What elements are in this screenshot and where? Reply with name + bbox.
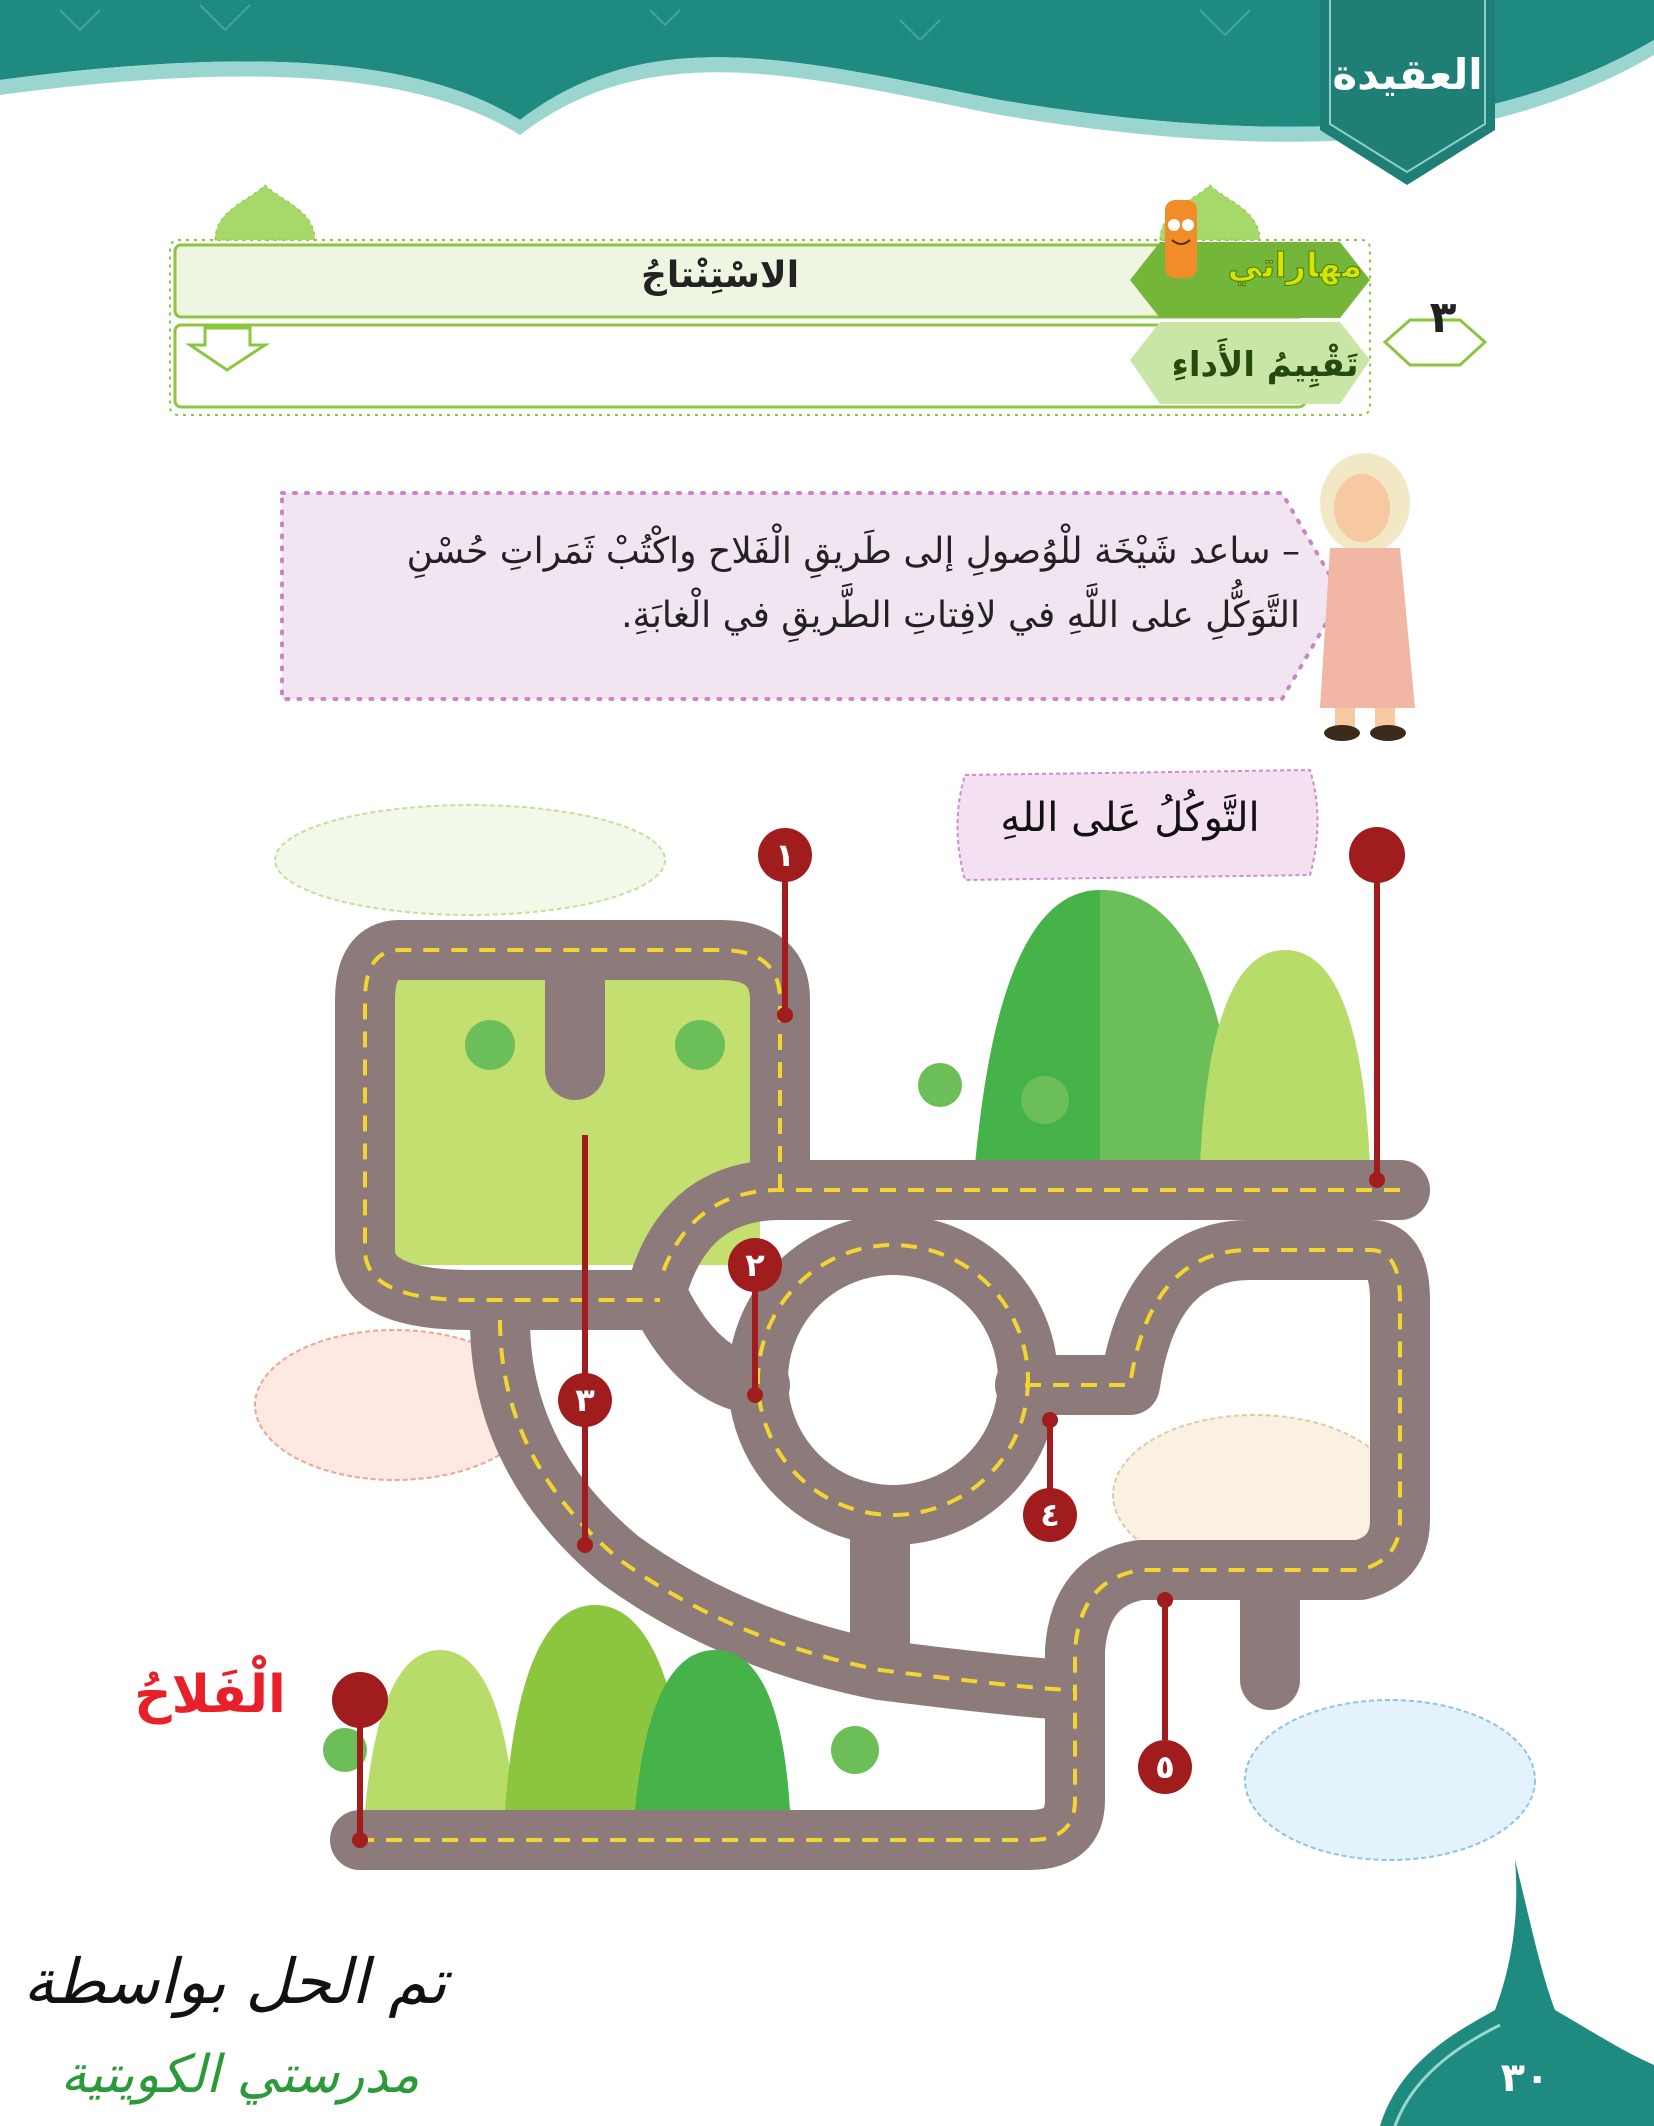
skill-tag: مهاراتي [1227, 246, 1363, 286]
sign-4-number: ٤ [1040, 1496, 1060, 1534]
sign-1-number: ١ [775, 836, 795, 874]
start-label: التَّوكُلُ عَلى اللهِ [1000, 795, 1260, 841]
skill-number: ٣ [1429, 292, 1457, 343]
end-label: الْفَلاحُ [134, 1665, 286, 1725]
answer-cloud-1 [275, 805, 665, 915]
subject-label: العقيدة [1332, 50, 1483, 99]
start-pin [1349, 827, 1405, 883]
instruction-line-2: التَّوَكُّلِ على اللَّهِ في لافِتاتِ الطَّريقِ في الْغابَةِ. [621, 595, 1300, 636]
skill-title: الاسْتِنْتاجُ [640, 255, 800, 296]
handwritten-line-1: تم الحل بواسطة [23, 1945, 447, 2018]
girl-character-illustration [1300, 448, 1440, 748]
sign-2-number: ٢ [745, 1246, 765, 1284]
evaluation-tag: تَقْيِيمُ الأَداءِ [1171, 345, 1359, 385]
page-number: ٣٠ [1500, 2055, 1550, 2101]
end-pin [332, 1672, 388, 1728]
handwritten-line-2: مدرستي الكويتية [60, 2045, 420, 2105]
skills-box [160, 180, 1490, 430]
instruction-line-1: – ساعد شَيْخَة للْوُصولِ إلى طَريقِ الْفَلاح واكْتُبْ ثَمَراتِ حُسْنِ [406, 531, 1300, 572]
answer-cloud-5 [1245, 1700, 1535, 1860]
sign-5-number: ٥ [1155, 1748, 1175, 1786]
instruction-text [310, 520, 1300, 648]
sign-3-number: ٣ [575, 1381, 595, 1419]
